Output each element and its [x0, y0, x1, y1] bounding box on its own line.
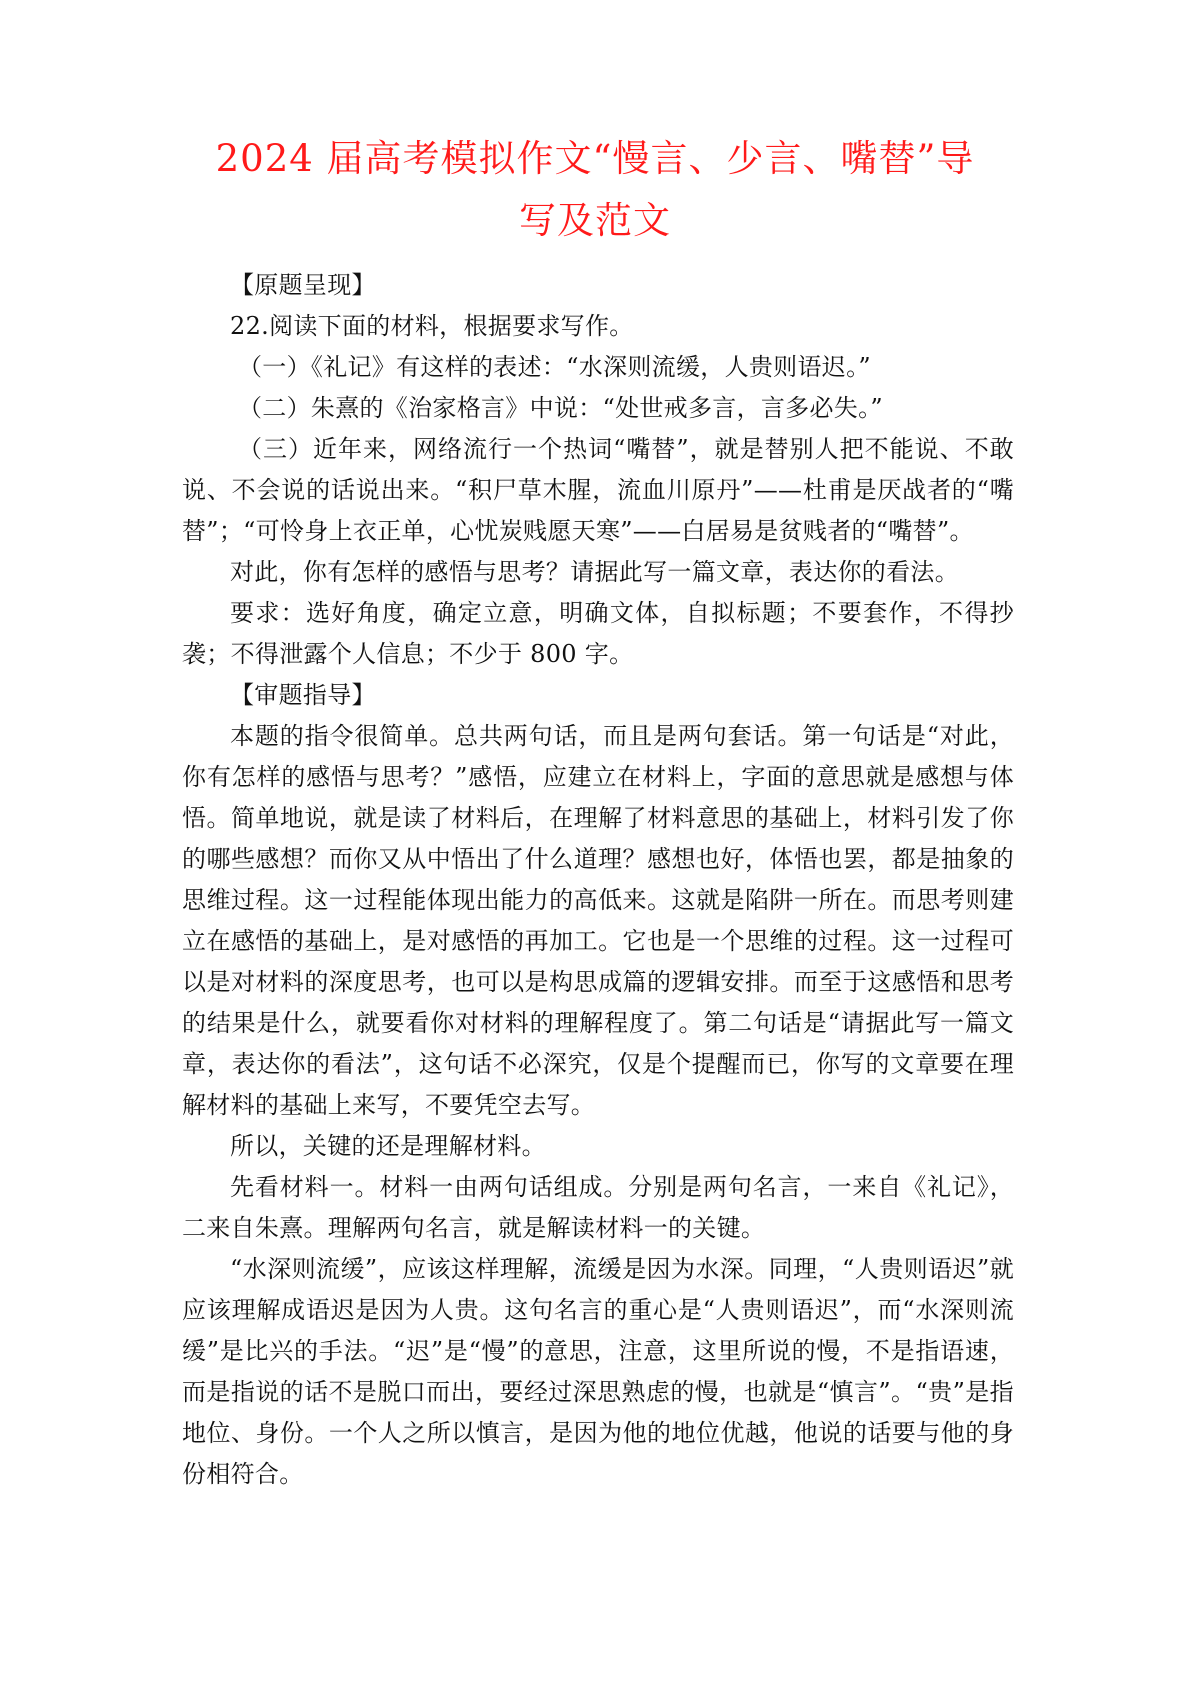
- question-instruction: 22.阅读下面的材料，根据要求写作。: [230, 312, 634, 340]
- document-body: [182, 265, 1014, 1495]
- document-title: [180, 128, 1010, 252]
- question-requirements: 要求：选好角度，确定立意，明确文体，自拟标题；不要套作，不得抄袭；不得泄露个人信息；不少于 800 字。: [182, 599, 1014, 668]
- section-heading-guidance: 【审题指导】: [230, 681, 376, 709]
- guidance-paragraph: “水深则流缓”，应该这样理解，流缓是因为水深。同理，“人贵则语迟”就应该理解成语迟是因为人贵。这句名言的重心是“人贵则语迟”，而“水深则流缓”是比兴的手法。“迟”是“慢”的意思，注意，这里所说的慢，不是指语速，而是指说的话不是脱口而出，要经过深思熟虑的慢，也就是“慎言”。“贵”是指地位、身份。一个人之所以慎言，是因为他的地位优越，他说的话要与他的身份相符合。: [182, 1255, 1014, 1488]
- question-prompt: 对此，你有怎样的感悟与思考？请据此写一篇文章，表达你的看法。: [230, 558, 959, 586]
- title-line-2: 写及范文: [519, 199, 671, 242]
- title-line-1: 2024 届高考模拟作文“慢言、少言、嘴替”导: [215, 137, 975, 180]
- material-three: （三）近年来，网络流行一个热词“嘴替”，就是替别人把不能说、不敢说、不会说的话说出来。“积尸草木腥，流血川原丹”——杜甫是厌战者的“嘴替”；“可怜身上衣正单，心忧炭贱愿天寒”——白居易是贫贱者的“嘴替”。: [182, 435, 1014, 545]
- material-two: （二）朱熹的《治家格言》中说：“处世戒多言，言多必失。”: [238, 394, 883, 422]
- guidance-paragraph: 本题的指令很简单。总共两句话，而且是两句套话。第一句话是“对此，你有怎样的感悟与思考？”感悟，应建立在材料上，字面的意思就是感想与体悟。简单地说，就是读了材料后，在理解了材料意思的基础上，材料引发了你的哪些感想？而你又从中悟出了什么道理？感想也好，体悟也罢，都是抽象的思维过程。这一过程能体现出能力的高低来。这就是陷阱一所在。而思考则建立在感悟的基础上，是对感悟的再加工。它也是一个思维的过程。这一过程可以是对材料的深度思考，也可以是构思成篇的逻辑安排。而至于这感悟和思考的结果是什么，就要看你对材料的理解程度了。第二句话是“请据此写一篇文章，表达你的看法”，这句话不必深究，仅是个提醒而已，你写的文章要在理解材料的基础上来写，不要凭空去写。: [182, 722, 1014, 1119]
- material-one: （一）《礼记》有这样的表述：“水深则流缓，人贵则语迟。”: [238, 353, 871, 381]
- guidance-paragraph: 所以，关键的还是理解材料。: [230, 1132, 546, 1160]
- section-heading-original-question: 【原题呈现】: [230, 271, 376, 299]
- guidance-paragraph: 先看材料一。材料一由两句话组成。分别是两句名言，一来自《礼记》，二来自朱熹。理解两句名言，就是解读材料一的关键。: [182, 1173, 1014, 1242]
